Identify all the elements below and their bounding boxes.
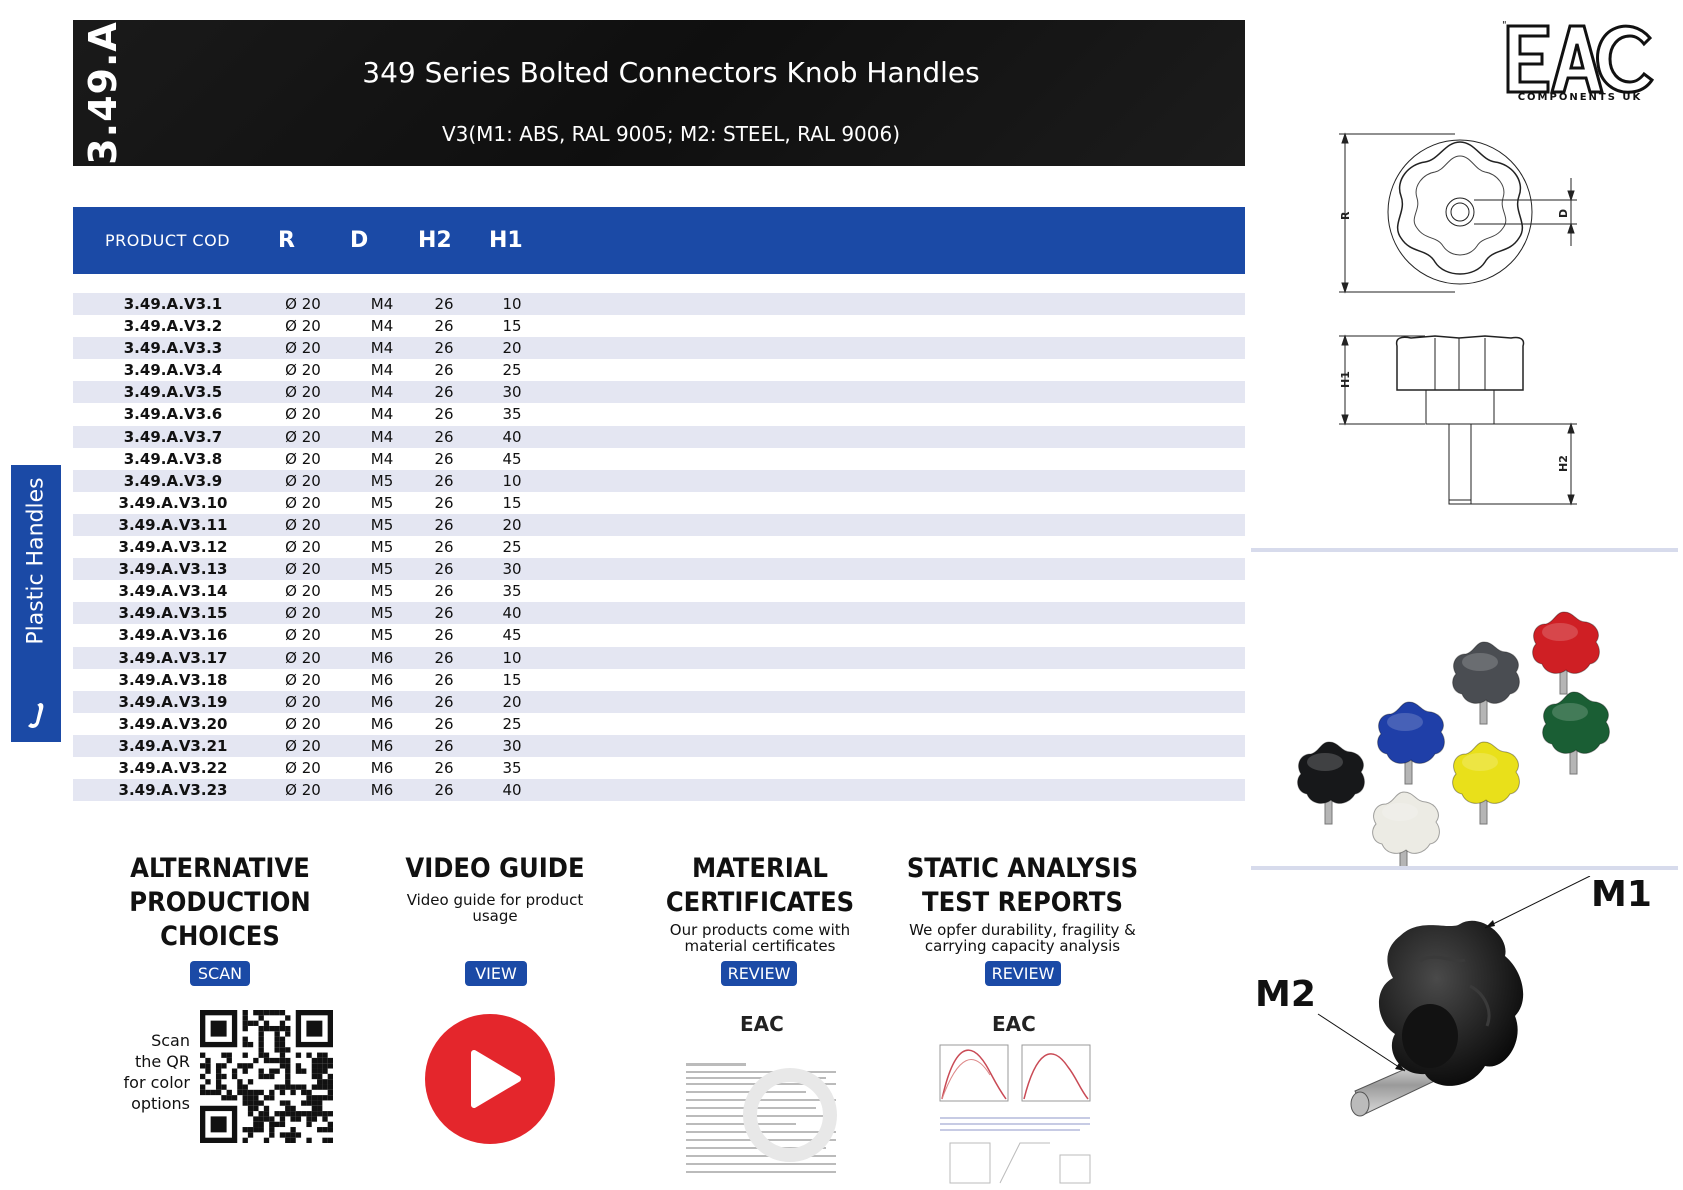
table-row: [73, 580, 1245, 602]
product-code-cell: 3.49.A.V3.20: [118, 714, 228, 733]
r-cell: Ø 20: [285, 692, 321, 711]
r-cell: Ø 20: [285, 361, 321, 380]
product-table: [73, 293, 1245, 801]
product-code-cell: 3.49.A.V3.9: [123, 471, 223, 490]
h1-cell: 40: [502, 781, 522, 800]
r-cell: Ø 20: [285, 493, 321, 512]
play-icon[interactable]: [424, 1013, 556, 1145]
product-code-cell: 3.49.A.V3.21: [118, 736, 228, 755]
material-cert-desc: Our products come with material certificates: [669, 921, 851, 955]
d-cell: M4: [370, 383, 394, 402]
h1-cell: 45: [502, 626, 522, 645]
d-cell: M6: [370, 648, 394, 667]
h1-cell: 40: [502, 604, 522, 623]
r-cell: Ø 20: [285, 582, 321, 601]
h1-cell: 15: [502, 493, 522, 512]
h2-cell: 26: [434, 538, 454, 557]
knob-1: [1453, 642, 1520, 724]
d-cell: M6: [370, 781, 394, 800]
h1-cell: 25: [502, 538, 522, 557]
r-cell: Ø 20: [285, 339, 321, 358]
knob-0: [1533, 612, 1600, 694]
video-guide-desc: Video guide for product usage: [406, 891, 584, 925]
h2-cell: 26: [434, 692, 454, 711]
r-cell: Ø 20: [285, 714, 321, 733]
table-row: [73, 337, 1245, 359]
r-cell: Ø 20: [285, 670, 321, 689]
page-title: 349 Series Bolted Connectors Knob Handles: [362, 56, 980, 89]
h2-cell: 26: [434, 736, 454, 755]
d-cell: M5: [370, 604, 394, 623]
table-row: [73, 359, 1245, 381]
page-subtitle: V3(M1: ABS, RAL 9005; M2: STEEL, RAL 9006): [441, 122, 901, 146]
product-code-cell: 3.49.A.V3.3: [123, 339, 223, 358]
h1-cell: 25: [502, 714, 522, 733]
technical-drawing-side: [1335, 330, 1595, 520]
material-callout-image: [1255, 876, 1675, 1136]
h2-cell: 26: [434, 604, 454, 623]
category-tab: [11, 465, 61, 742]
table-row: [73, 713, 1245, 735]
video-guide-title: VIDEO GUIDE: [405, 853, 585, 884]
h2-cell: 26: [434, 560, 454, 579]
d-cell: M4: [370, 339, 394, 358]
h2-cell: 26: [434, 339, 454, 358]
table-row: [73, 624, 1245, 646]
product-code-cell: 3.49.A.V3.11: [118, 515, 228, 534]
r-cell: Ø 20: [285, 471, 321, 490]
handle-icon: [25, 701, 49, 731]
svg-text:": ": [1502, 20, 1507, 31]
d-cell: M5: [370, 471, 394, 490]
h2-cell: 26: [434, 405, 454, 424]
qr-instructions: Scan the QR for color options: [123, 1031, 190, 1113]
r-cell: Ø 20: [285, 317, 321, 336]
r-cell: Ø 20: [285, 405, 321, 424]
table-row: [73, 448, 1245, 470]
h1-cell: 20: [502, 339, 522, 358]
h2-cell: 26: [434, 582, 454, 601]
product-series-code: 3.49.A: [81, 21, 125, 165]
product-code-cell: 3.49.A.V3.10: [118, 493, 228, 512]
dim-r-label: R: [1339, 211, 1352, 220]
h1-cell: 20: [502, 515, 522, 534]
dim-h2-label: H2: [1557, 455, 1570, 472]
product-code-cell: 3.49.A.V3.7: [123, 427, 223, 446]
product-code-cell: 3.49.A.V3.14: [118, 582, 228, 601]
table-row: [73, 492, 1245, 514]
col-r: R: [278, 228, 295, 253]
h2-cell: 26: [434, 361, 454, 380]
d-cell: M6: [370, 736, 394, 755]
table-row: [73, 470, 1245, 492]
d-cell: M4: [370, 427, 394, 446]
r-cell: Ø 20: [285, 604, 321, 623]
table-row: [73, 735, 1245, 757]
product-code-cell: 3.49.A.V3.1: [123, 295, 223, 313]
h1-cell: 30: [502, 736, 522, 755]
col-product-code: PRODUCT COD: [105, 231, 231, 250]
product-code-cell: 3.49.A.V3.8: [123, 449, 223, 468]
h2-cell: 26: [434, 714, 454, 733]
h1-cell: 35: [502, 758, 522, 777]
review-reports-button[interactable]: REVIEW: [985, 961, 1061, 986]
h2-cell: 26: [434, 758, 454, 777]
h1-cell: 15: [502, 317, 522, 336]
h2-cell: 26: [434, 317, 454, 336]
category-label: Plastic Handles: [23, 477, 49, 645]
static-analysis-title: STATIC ANALYSIS TEST REPORTS: [906, 853, 1139, 918]
technical-drawing-top: [1335, 120, 1595, 300]
h2-cell: 26: [434, 427, 454, 446]
material-m1-label: M1: [1591, 876, 1652, 915]
r-cell: Ø 20: [285, 383, 321, 402]
col-h1: H1: [489, 228, 523, 253]
product-code-cell: 3.49.A.V3.16: [118, 626, 228, 645]
scan-button[interactable]: SCAN: [190, 961, 250, 986]
r-cell: Ø 20: [285, 449, 321, 468]
r-cell: Ø 20: [285, 427, 321, 446]
h1-cell: 35: [502, 405, 522, 424]
table-row: [73, 514, 1245, 536]
static-analysis-desc: We opfer durability, fragility & carrying capacity analysis: [909, 921, 1136, 955]
knob-6: [1373, 792, 1440, 866]
d-cell: M5: [370, 515, 394, 534]
r-cell: Ø 20: [285, 626, 321, 645]
h1-cell: 40: [502, 427, 522, 446]
right-divider-2: [1251, 866, 1678, 870]
d-cell: M4: [370, 449, 394, 468]
h1-cell: 15: [502, 670, 522, 689]
knob-4: [1298, 742, 1365, 824]
svg-text:EAC: EAC: [740, 1012, 784, 1036]
d-cell: M4: [370, 361, 394, 380]
product-code-cell: 3.49.A.V3.18: [118, 670, 228, 689]
table-row: [73, 315, 1245, 337]
table-row: [73, 426, 1245, 448]
d-cell: M6: [370, 714, 394, 733]
h2-cell: 26: [434, 648, 454, 667]
table-row: [73, 558, 1245, 580]
product-code-cell: 3.49.A.V3.6: [123, 405, 223, 424]
table-row: [73, 779, 1245, 801]
r-cell: Ø 20: [285, 758, 321, 777]
d-cell: M5: [370, 560, 394, 579]
d-cell: M6: [370, 758, 394, 777]
h2-cell: 26: [434, 383, 454, 402]
view-button[interactable]: VIEW: [465, 961, 527, 986]
test-report-thumbnail[interactable]: [930, 1005, 1110, 1185]
r-cell: Ø 20: [285, 515, 321, 534]
material-m2-label: M2: [1255, 974, 1316, 1015]
h2-cell: 26: [434, 449, 454, 468]
table-row: [73, 757, 1245, 779]
product-code-cell: 3.49.A.V3.13: [118, 560, 228, 579]
h1-cell: 35: [502, 582, 522, 601]
h1-cell: 10: [502, 471, 522, 490]
knob-3: [1543, 692, 1610, 774]
product-code-cell: 3.49.A.V3.4: [123, 361, 223, 380]
r-cell: Ø 20: [285, 781, 321, 800]
table-row: [73, 403, 1245, 425]
r-cell: Ø 20: [285, 295, 321, 313]
product-code-cell: 3.49.A.V3.12: [118, 538, 228, 557]
h2-cell: 26: [434, 670, 454, 689]
h2-cell: 26: [434, 781, 454, 800]
dim-d-label: D: [1557, 208, 1570, 218]
h1-cell: 10: [502, 648, 522, 667]
table-row: [73, 536, 1245, 558]
h1-cell: 10: [502, 295, 522, 313]
col-h2: H2: [418, 228, 452, 253]
d-cell: M5: [370, 626, 394, 645]
certificate-document-thumbnail[interactable]: [680, 1005, 850, 1185]
h1-cell: 25: [502, 361, 522, 380]
d-cell: M5: [370, 493, 394, 512]
table-header: [73, 207, 1245, 274]
d-cell: M4: [370, 295, 394, 313]
product-code-cell: 3.49.A.V3.19: [118, 692, 228, 711]
review-certificates-button[interactable]: REVIEW: [721, 961, 797, 986]
material-cert-title: MATERIAL CERTIFICATES: [665, 853, 855, 918]
h1-cell: 45: [502, 449, 522, 468]
r-cell: Ø 20: [285, 648, 321, 667]
r-cell: Ø 20: [285, 560, 321, 579]
qr-code[interactable]: [200, 1010, 333, 1143]
d-cell: M4: [370, 405, 394, 424]
h2-cell: 26: [434, 626, 454, 645]
d-cell: M6: [370, 670, 394, 689]
right-divider-1: [1251, 548, 1678, 552]
col-d: D: [350, 228, 369, 253]
h1-cell: 30: [502, 560, 522, 579]
knob-5: [1453, 742, 1520, 824]
h2-cell: 26: [434, 471, 454, 490]
table-row: [73, 691, 1245, 713]
product-code-cell: 3.49.A.V3.22: [118, 758, 228, 777]
table-row: [73, 293, 1245, 315]
r-cell: Ø 20: [285, 538, 321, 557]
h2-cell: 26: [434, 295, 454, 313]
table-row: [73, 647, 1245, 669]
product-code-cell: 3.49.A.V3.17: [118, 648, 228, 667]
product-code-cell: 3.49.A.V3.5: [123, 383, 223, 402]
logo-subtitle: COMPONENTS UK: [1517, 92, 1643, 103]
d-cell: M5: [370, 538, 394, 557]
knob-2: [1378, 702, 1445, 784]
h1-cell: 20: [502, 692, 522, 711]
h1-cell: 30: [502, 383, 522, 402]
table-row: [73, 669, 1245, 691]
r-cell: Ø 20: [285, 736, 321, 755]
dim-h1-label: H1: [1339, 371, 1352, 388]
svg-text:EAC: EAC: [992, 1012, 1036, 1036]
color-options-image: [1260, 556, 1670, 866]
d-cell: M5: [370, 582, 394, 601]
table-row: [73, 381, 1245, 403]
d-cell: M4: [370, 317, 394, 336]
alt-production-title: ALTERNATIVE PRODUCTION CHOICES: [129, 853, 311, 952]
table-row: [73, 602, 1245, 624]
h2-cell: 26: [434, 493, 454, 512]
product-code-cell: 3.49.A.V3.23: [118, 781, 228, 800]
product-code-cell: 3.49.A.V3.2: [123, 317, 223, 336]
h2-cell: 26: [434, 515, 454, 534]
d-cell: M6: [370, 692, 394, 711]
product-code-cell: 3.49.A.V3.15: [118, 604, 228, 623]
